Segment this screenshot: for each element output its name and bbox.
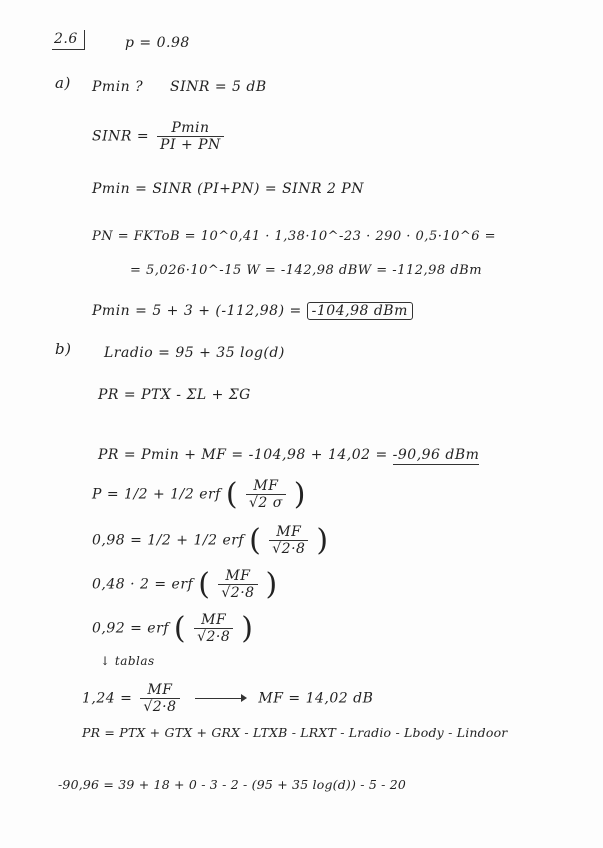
pr-value-line (98, 446, 479, 464)
pr-value-rhs: -90,96 dBm (392, 447, 480, 463)
pmin-equation: Pmin = SINR (PI+PN) = SINR 2 PN (92, 181, 364, 197)
pn-result: = 5,026·10^-15 W = -142,98 dBW = -112,98 dBm (130, 263, 483, 278)
eq3-numerator: MF (194, 612, 233, 629)
given-probability: p = 0.98 (125, 35, 190, 51)
right-paren: ) (293, 476, 306, 512)
right-paren: ) (265, 566, 278, 602)
left-paren: ( (173, 610, 187, 646)
tables-note: ↓ tablas (100, 654, 155, 668)
eq2-denominator: √2·8 (221, 585, 255, 601)
sinr-fraction (157, 120, 224, 153)
pr-sum-equation: PR = PTX - ΣL + ΣG (98, 387, 251, 403)
p-formula (92, 478, 306, 511)
sinr-numerator: Pmin (157, 120, 224, 137)
mf-result: MF = 14,02 dB (258, 690, 374, 707)
part-a-label: a) (55, 74, 71, 92)
eq1-denominator: √2·8 (272, 541, 306, 557)
p-formula-fraction (246, 478, 286, 511)
eq2-fraction (218, 568, 257, 601)
right-paren: ) (241, 610, 254, 646)
right-paren: ) (316, 522, 329, 558)
sinr-lhs: SINR = (92, 128, 150, 145)
left-paren: ( (249, 522, 262, 558)
pr-value-lhs: PR = Pmin + MF = -104,98 + 14,02 = (98, 447, 388, 463)
right-arrow-icon (195, 698, 245, 699)
eq1-numerator: MF (269, 524, 308, 541)
sinr-denominator: PI + PN (160, 137, 221, 153)
p-formula-denominator: √2 σ (248, 495, 283, 511)
eq4-numerator: MF (140, 682, 179, 699)
eq3-denominator: √2·8 (197, 629, 231, 645)
p-formula-numerator: MF (246, 478, 286, 495)
eq4-denominator: √2·8 (143, 699, 177, 715)
left-paren: ( (198, 566, 211, 602)
left-paren: ( (225, 476, 239, 512)
erf-equation-2 (92, 568, 278, 601)
pr-full-equation: PR = PTX + GTX + GRX - LTXB - LRXT - Lradio - Lbody - Lindoor (82, 725, 508, 740)
pmin-result-box: -104,98 dBm (307, 302, 413, 320)
part-b-label: b) (55, 340, 72, 358)
part-a-question: Pmin ? (92, 79, 144, 95)
eq1-lhs: 0,98 = 1/2 + 1/2 erf (92, 532, 245, 549)
eq4-lhs: 1,24 = (82, 690, 133, 707)
eq4-fraction (140, 682, 179, 715)
sinr-given: SINR = 5 dB (170, 79, 267, 95)
pn-equation: PN = FKToB = 10^0,41 · 1,38·10^-23 · 290 · 0,5·10^6 = (92, 229, 497, 244)
eq2-numerator: MF (218, 568, 257, 585)
eq3-lhs: 0,92 = erf (92, 620, 169, 637)
pr-numeric-equation: -90,96 = 39 + 18 + 0 - 3 - 2 - (95 + 35 log(d)) - 5 - 20 (58, 777, 407, 792)
erf-equation-3 (92, 612, 253, 645)
mf-solution-line (82, 682, 373, 715)
lradio-formula: Lradio = 95 + 35 log(d) (104, 345, 285, 361)
pmin-calc-lhs: Pmin = 5 + 3 + (-112,98) = (92, 303, 302, 319)
eq1-fraction (269, 524, 308, 557)
p-formula-lhs: P = 1/2 + 1/2 erf (92, 486, 221, 503)
erf-equation-1 (92, 524, 329, 557)
problem-number: 2.6 (52, 30, 85, 50)
eq3-fraction (194, 612, 233, 645)
pmin-calculation (92, 302, 413, 320)
sinr-definition (92, 120, 227, 153)
eq2-lhs: 0,48 · 2 = erf (92, 576, 194, 593)
